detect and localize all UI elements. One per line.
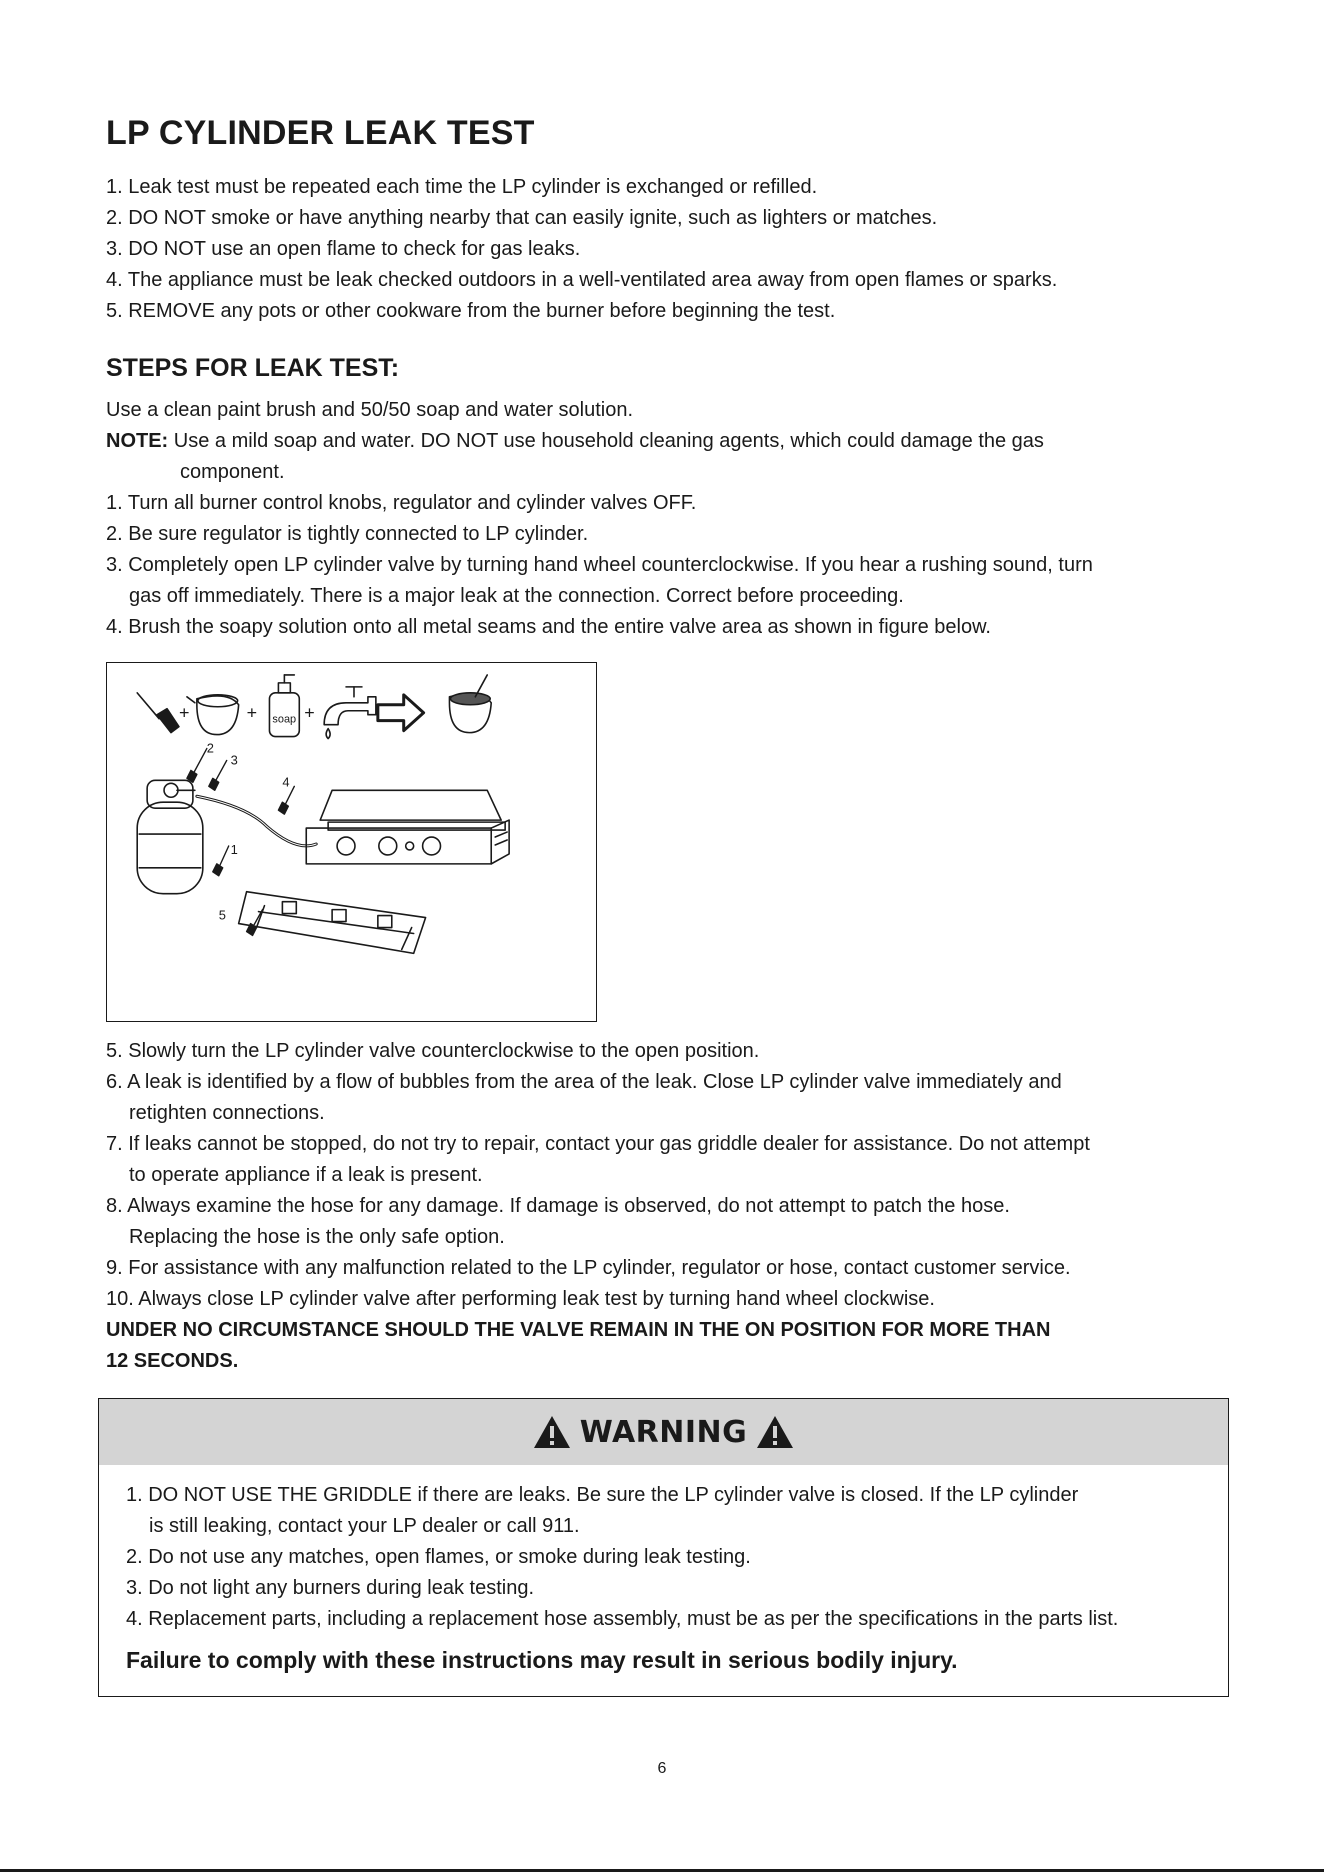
step-8-continued: Replacing the hose is the only safe option. [129, 1226, 505, 1248]
soap-bottle-icon [269, 675, 299, 737]
callout-2: 2 [206, 740, 214, 756]
warning-item-2: 2. Do not use any matches, open flames, or smoke during leak testing. [126, 1546, 751, 1568]
note-continued: component. [180, 461, 285, 483]
soap-label: soap [272, 713, 297, 726]
step-9: 9. For assistance with any malfunction related to the LP cylinder, regulator or hose, contact customer service. [106, 1257, 1071, 1279]
callout-1: 1 [230, 841, 238, 857]
caution-line-2: 12 SECONDS. [106, 1350, 239, 1372]
page-title: LP CYLINDER LEAK TEST [106, 114, 535, 152]
burner-underside-illustration [239, 892, 426, 954]
page-number: 6 [657, 1760, 667, 1777]
warning-header [99, 1399, 1228, 1465]
note-label: NOTE: [106, 430, 169, 452]
step-5: 5. Slowly turn the LP cylinder valve counterclockwise to the open position. [106, 1040, 760, 1062]
intro-item-4: 4. The appliance must be leak checked outdoors in a well-ventilated area away from open flames or sparks. [106, 269, 1058, 291]
note-line [106, 426, 1044, 457]
intro-item-1: 1. Leak test must be repeated each time the LP cylinder is exchanged or refilled. [106, 176, 818, 198]
step-2: 2. Be sure regulator is tightly connected to LP cylinder. [106, 523, 589, 545]
step-4: 4. Brush the soapy solution onto all metal seams and the entire valve area as shown in figure below. [106, 616, 991, 638]
step-8: 8. Always examine the hose for any damage. If damage is observed, do not attempt to patch the hose. [106, 1195, 1010, 1217]
note-text: Use a mild soap and water. DO NOT use household cleaning agents, which could damage the gas [168, 430, 1044, 452]
warning-triangle-icon [532, 1414, 572, 1450]
arrow-right-icon [378, 695, 424, 731]
step-7-continued: to operate appliance if a leak is present. [129, 1164, 483, 1186]
plus-sign-2: + [246, 702, 258, 723]
plus-sign-1: + [178, 702, 190, 723]
leak-test-figure [106, 662, 597, 1022]
step-3: 3. Completely open LP cylinder valve by turning hand wheel counterclockwise. If you hear a rushing sound, turn [106, 554, 1093, 576]
warning-box [98, 1398, 1229, 1697]
water-cup-icon [187, 695, 239, 735]
step-6-continued: retighten connections. [129, 1102, 325, 1124]
step-10: 10. Always close LP cylinder valve after performing leak test by turning hand wheel clockwise. [106, 1288, 935, 1310]
griddle-illustration [306, 790, 509, 864]
warning-item-1-continued: is still leaking, contact your LP dealer or call 911. [149, 1515, 580, 1537]
faucet-icon [324, 687, 376, 739]
step-3-continued: gas off immediately. There is a major leak at the connection. Correct before proceeding. [129, 585, 904, 607]
intro-item-3: 3. DO NOT use an open flame to check for gas leaks. [106, 238, 581, 260]
gas-hose [197, 796, 316, 846]
paint-brush-icon [137, 693, 179, 733]
warning-item-3: 3. Do not light any burners during leak testing. [126, 1577, 535, 1599]
caution-line-1: UNDER NO CIRCUMSTANCE SHOULD THE VALVE REMAIN IN THE ON POSITION FOR MORE THAN [106, 1319, 1051, 1341]
warning-triangle-icon [755, 1414, 795, 1450]
callout-5: 5 [218, 907, 226, 923]
callout-4: 4 [282, 774, 290, 790]
callout-3: 3 [230, 752, 238, 768]
step-7: 7. If leaks cannot be stopped, do not try to repair, contact your gas griddle dealer for assistance. Do not attempt [106, 1133, 1090, 1155]
leak-test-illustration [107, 663, 596, 1021]
steps-intro: Use a clean paint brush and 50/50 soap and water solution. [106, 399, 634, 421]
soapy-water-bowl-icon [449, 675, 491, 733]
lp-cylinder-illustration [137, 780, 203, 893]
intro-item-2: 2. DO NOT smoke or have anything nearby that can easily ignite, such as lighters or matches. [106, 207, 938, 229]
step-1: 1. Turn all burner control knobs, regulator and cylinder valves OFF. [106, 492, 697, 514]
warning-final-statement: Failure to comply with these instructions may result in serious bodily injury. [126, 1647, 958, 1673]
warning-item-1: 1. DO NOT USE THE GRIDDLE if there are leaks. Be sure the LP cylinder valve is closed. If the LP cylinder [126, 1484, 1079, 1506]
warning-item-4: 4. Replacement parts, including a replacement hose assembly, must be as per the specifications in the parts list. [126, 1608, 1119, 1630]
warning-title: WARNING [579, 1414, 748, 1450]
plus-sign-3: + [304, 702, 315, 723]
intro-item-5: 5. REMOVE any pots or other cookware from the burner before beginning the test. [106, 300, 836, 322]
step-6: 6. A leak is identified by a flow of bubbles from the area of the leak. Close LP cylinder valve immediately and [106, 1071, 1062, 1093]
steps-heading: STEPS FOR LEAK TEST: [106, 354, 400, 382]
